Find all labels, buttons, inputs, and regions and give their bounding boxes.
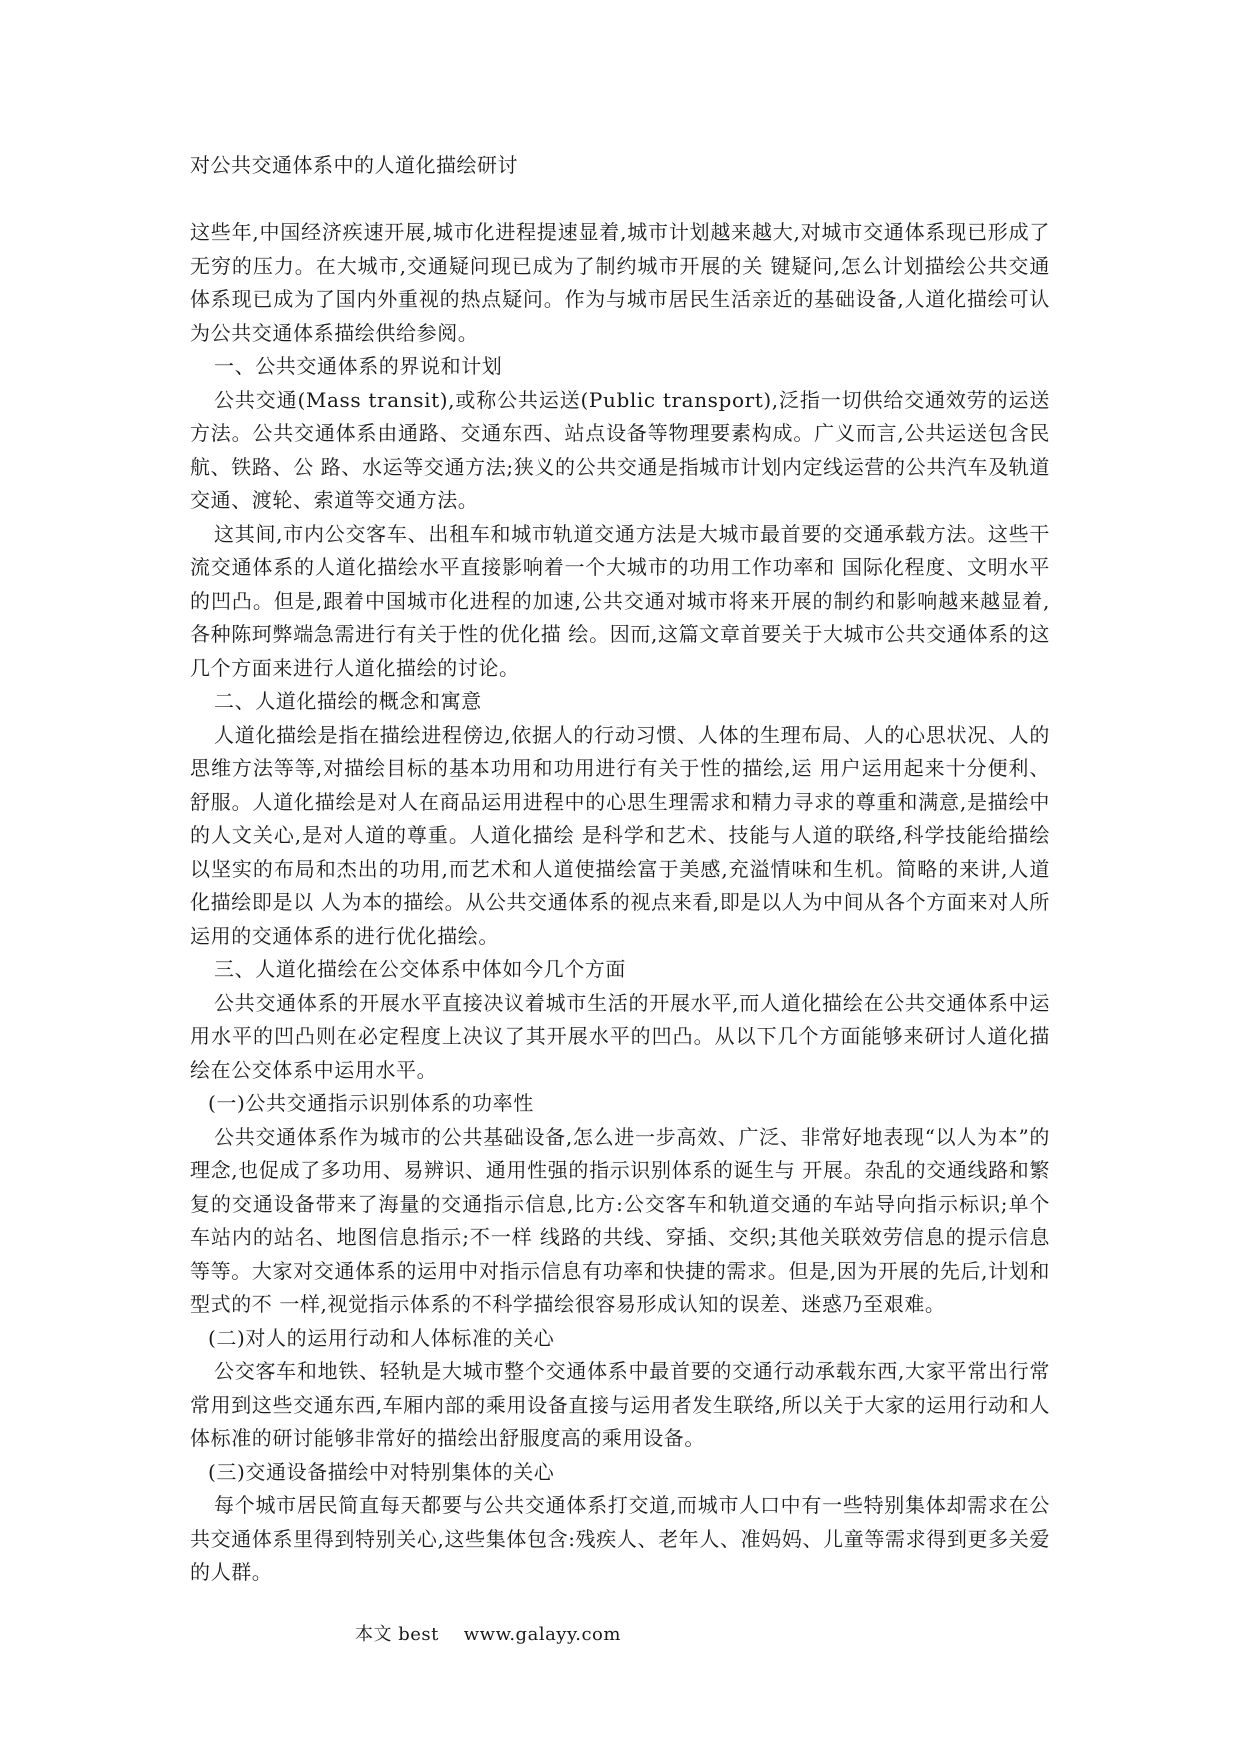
paragraph: 每个城市居民简直每天都要与公共交通体系打交道,而城市人口中有一些特别集体却需求在公共交通体系里得到特别关心,这些集体包含:残疾人、老年人、准妈妈、儿童等需求得到更多关爱的人群。 [190, 1493, 1050, 1584]
document-body [190, 216, 1050, 1590]
paragraph: 公共交通体系作为城市的公共基础设备,怎么进一步高效、广泛、非常好地表现“以人为本”的理念,也促成了多功用、易辨识、通用性强的指示识别体系的诞生与 开展。杂乱的交通线路和繁复的交通设备带来了海量的交通指示信息,比方:公交客车和轨道交通的车站导向指示标识;单个车站内的站名、地图信息指示;不一样 线路的共线、穿插、交织;其他关联效劳信息的提示信息等等。大家对交通体系的运用中对指示信息有功率和快捷的需求。但是,因为开展的先后,计划和型式的不 一样,视觉指示体系的不科学描绘很容易形成认知的误差、迷惑乃至艰难。 [190, 1124, 1050, 1316]
subsection-heading: (二)对人的运用行动和人体标准的关心 [208, 1325, 555, 1350]
document-page [190, 148, 1050, 1590]
section-heading: 一、公共交通体系的界说和计划 [214, 354, 503, 378]
document-title: 对公共交通体系中的人道化描绘研讨 [190, 153, 518, 177]
paragraph: 公共交通(Mass transit),或称公共运送(Public transport),泛指一切供给交通效劳的运送方法。公共交通体系由通路、交通东西、站点设备等物理要素构成。广义而言,公共运送包含民航、铁路、公 路、水运等交通方法;狭义的公共交通是指城市计划内定线运营的公共汽车及轨道交通、渡轮、索道等交通方法。 [190, 387, 1050, 512]
section-heading: 三、人道化描绘在公交体系中体如今几个方面 [214, 957, 626, 981]
paragraph: 公共交通体系的开展水平直接决议着城市生活的开展水平,而人道化描绘在公共交通体系中运用水平的凹凸则在必定程度上决议了其开展水平的凹凸。从以下几个方面能够来研讨人道化描绘在公交体系中运用水平。 [190, 990, 1050, 1082]
paragraph: 这些年,中国经济疾速开展,城市化进程提速显着,城市计划越来越大,对城市交通体系现已形成了无穷的压力。在大城市,交通疑问现已成为了制约城市开展的关 键疑问,怎么计划描绘公共交通体系现已成为了国内外重视的热点疑问。作为与城市居民生活亲近的基础设备,人道化描绘可认为公共交通体系描绘供给参阅。 [190, 220, 1050, 345]
subsection-heading: (三)交通设备描绘中对特别集体的关心 [208, 1459, 555, 1484]
paragraph: 人道化描绘是指在描绘进程傍边,依据人的行动习惯、人体的生理布局、人的心思状况、人的思维方法等等,对描绘目标的基本功用和功用进行有关于性的描绘,运 用户运用起来十分便利、舒服。人道化描绘是对人在商品运用进程中的心思生理需求和精力寻求的尊重和满意,是描绘中的人文关心,是对人道的尊重。人道化描绘 是科学和艺术、技能与人道的联络,科学技能给描绘以坚实的布局和杰出的功用,而艺术和人道使描绘富于美感,充溢情味和生机。简略的来讲,人道化描绘即是以 人为本的描绘。从公共交通体系的视点来看,即是以人为中间从各个方面来对人所运用的交通体系的进行优化描绘。 [190, 722, 1050, 948]
footer-text: 本文 best www.galayy.com [355, 1624, 621, 1645]
section-heading: 二、人道化描绘的概念和寓意 [214, 689, 482, 713]
subsection-heading: (一)公共交通指示识别体系的功率性 [208, 1091, 534, 1115]
paragraph: 这其间,市内公交客车、出租车和城市轨道交通方法是大城市最首要的交通承载方法。这些干流交通体系的人道化描绘水平直接影响着一个大城市的功用工作功率和 国际化程度、文明水平的凹凸。但是,跟着中国城市化进程的加速,公共交通对城市将来开展的制约和影响越来越显着,各种陈珂弊端急需进行有关于性的优化描 绘。因而,这篇文章首要关于大城市公共交通体系的这几个方面来进行人道化描绘的讨论。 [190, 521, 1050, 680]
paragraph: 公交客车和地铁、轻轨是大城市整个交通体系中最首要的交通行动承载东西,大家平常出行常常用到这些交通东西,车厢内部的乘用设备直接与运用者发生联络,所以关于大家的运用行动和人体标准的研讨能够非常好的描绘出舒服度高的乘用设备。 [190, 1359, 1050, 1450]
